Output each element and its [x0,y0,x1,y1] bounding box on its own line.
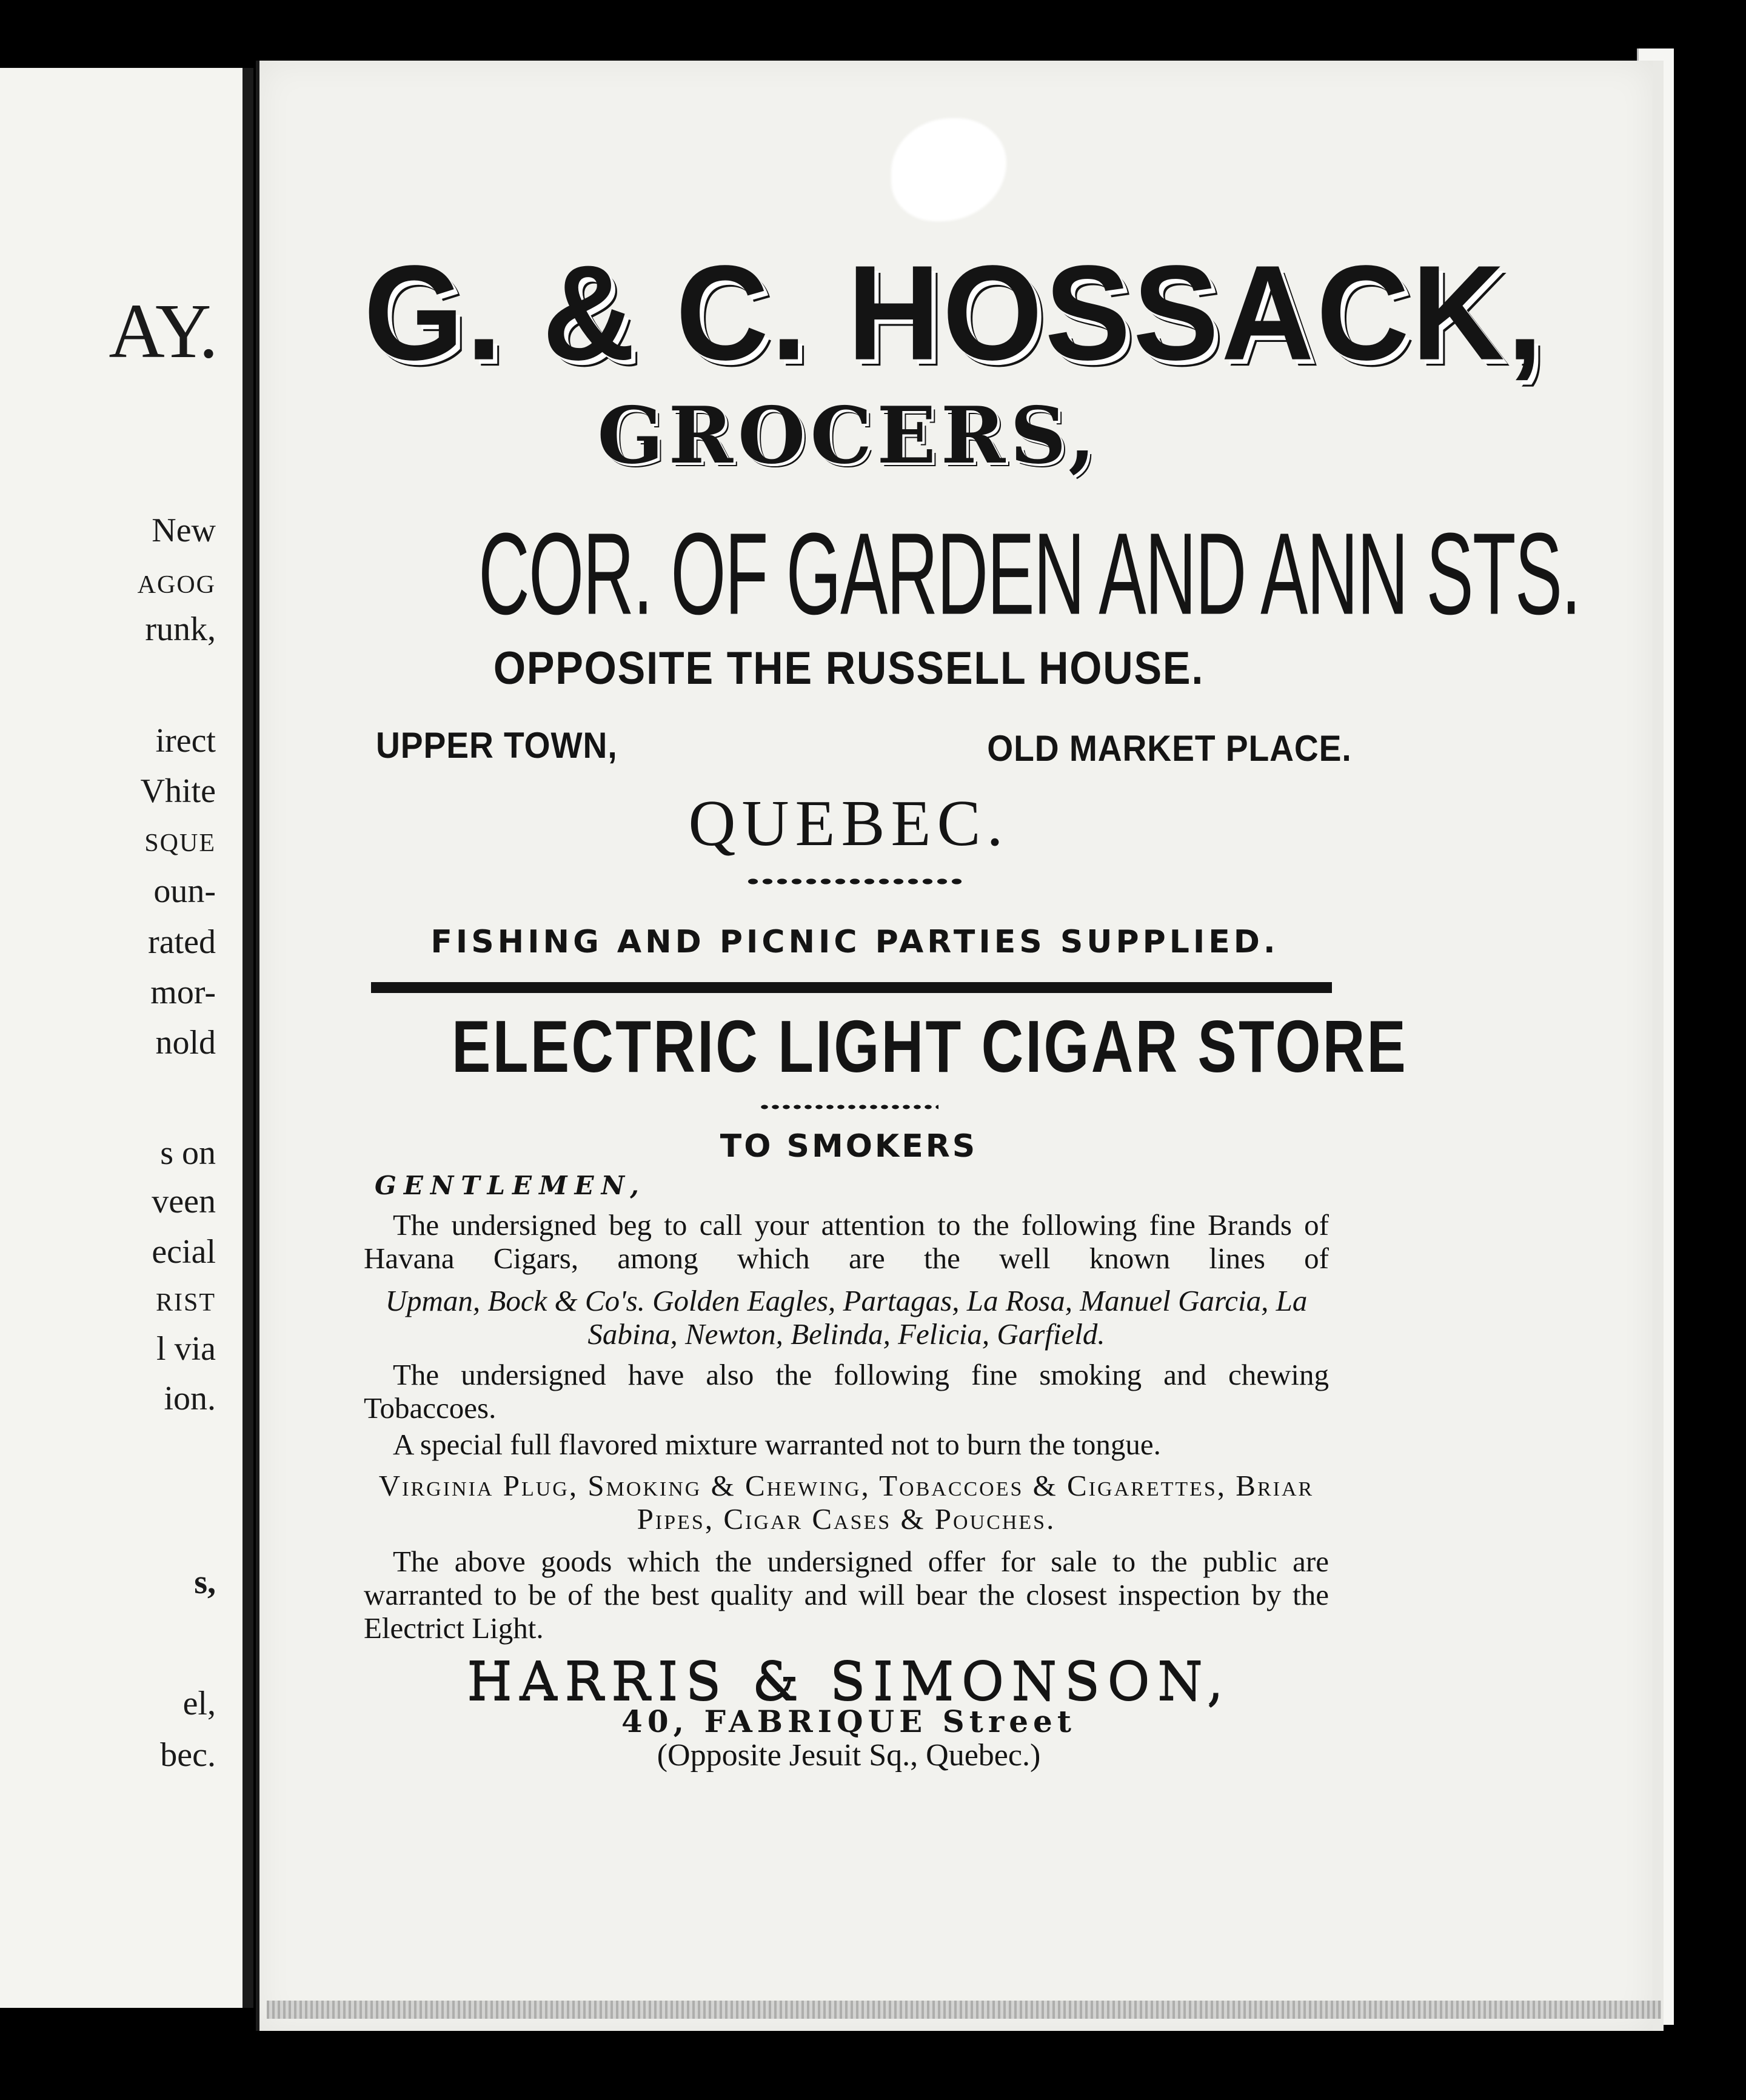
facing-page-fragment: runk, [145,610,216,648]
facing-page-fragment: RIST [155,1289,216,1317]
section-divider-rule [371,982,1332,993]
grocer-city: QUEBEC. [688,787,1009,860]
facing-page-fragment: mor- [150,974,216,1011]
cigar-salutation: GENTLEMEN, [375,1171,646,1200]
cigar-location: (Opposite Jesuit Sq., Quebec.) [657,1738,1041,1773]
grocer-district-right: OLD MARKET PLACE. [987,728,1352,769]
facing-page-fragment: el, [182,1685,216,1722]
cigar-store-name: ELECTRIC LIGHT CIGAR STORE [452,1005,1408,1088]
facing-page-fragment: AGOG [137,571,216,599]
page-bottom-edge [267,2001,1661,2019]
facing-page-fragment: rated [148,923,216,961]
grocer-district-left: UPPER TOWN, [376,725,618,766]
facing-page-fragment: Vhite [140,772,216,810]
facing-page-fragment: l via [156,1330,216,1368]
grocer-address: COR. OF GARDEN AND ANN STS. [478,508,1580,639]
facing-page-fragment: s on [160,1134,216,1172]
cigar-paragraph-4: The above goods which the undersigned offer for sale to the public are warranted to be of the best quality and will bear the closest inspection by the Electrict Light. [364,1545,1329,1645]
ornamental-divider [759,1102,938,1112]
grocer-landmark: OPPOSITE THE RUSSELL HOUSE. [493,643,1205,694]
ornamental-divider [746,876,964,887]
facing-page-fragment: AY. [109,288,216,374]
facing-page-fragment: SQUE [144,829,216,857]
grocer-firm-name: G. & C. HOSSACK, [364,237,1545,388]
cigar-paragraph-1: The undersigned beg to call your attention to the following fine Brands of Havana Cigars, among which are the well known lines of [364,1208,1329,1275]
facing-page-fragment: s, [194,1563,216,1601]
grocer-tagline: FISHING AND PICNIC PARTIES SUPPLIED. [430,924,1279,960]
facing-page-fragment: nold [155,1024,216,1062]
facing-page-fragment: irect [155,722,216,760]
cigar-product-list: Virginia Plug, Smoking & Chewing, Tobaccoes & Cigarettes, Briar Pipes, Cigar Cases & Pouches. [378,1469,1314,1536]
cigar-paragraph-3: A special full flavored mixture warranted not to burn the tongue. [393,1428,1161,1461]
cigar-brand-list: Upman, Bock & Co's. Golden Eagles, Partagas, La Rosa, Manuel Garcia, La Sabina, Newton, Belinda, Felicia, Garfield. [385,1284,1308,1351]
facing-page-fragment: ecial [152,1233,216,1271]
cigar-heading: TO SMOKERS [720,1128,978,1165]
cigar-paragraph-2: The undersigned have also the following fine smoking and chewing Tobaccoes. [364,1358,1329,1425]
facing-page-fragment: ion. [164,1380,216,1417]
facing-page [0,68,253,2008]
cigar-proprietors: HARRIS & SIMONSON, [467,1651,1231,1711]
facing-page-fragment: New [152,512,216,549]
cigar-street-address: 40, FABRIQUE Street [621,1704,1076,1739]
facing-page-fragment: veen [152,1183,216,1220]
grocer-trade: GROCERS, [597,390,1100,481]
facing-page-fragment: oun- [153,872,216,910]
facing-page-fragment: bec. [160,1736,216,1774]
